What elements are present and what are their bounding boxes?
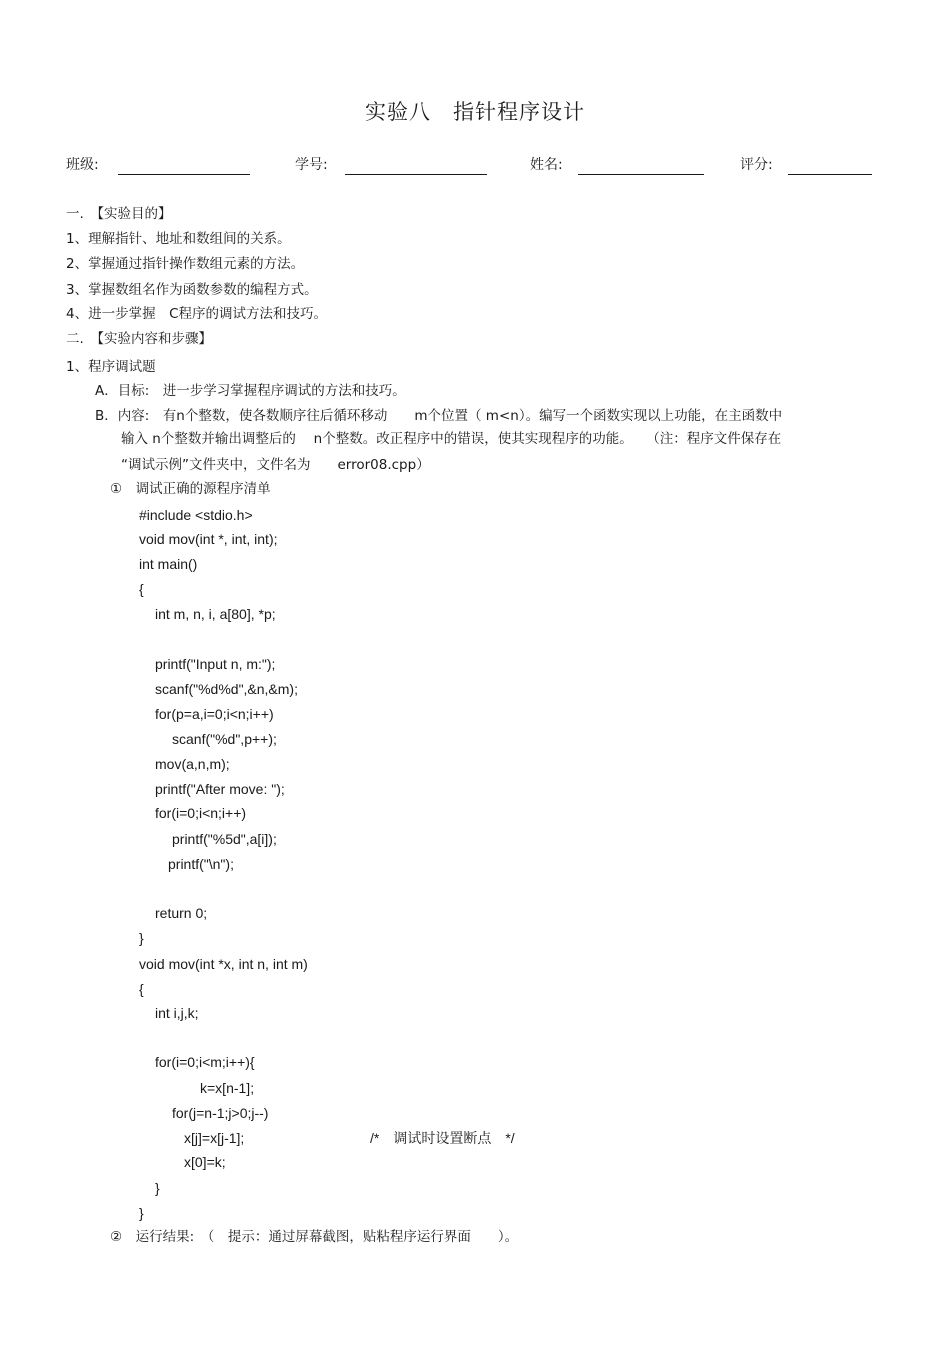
section-heading-objectives: 一. 【实验目的】 (66, 206, 172, 222)
score-blank (788, 174, 872, 175)
task-description-line: “调试示例”文件夹中，文件名为 error08.cpp） (121, 457, 430, 473)
code-line: } (139, 1205, 144, 1221)
step-source-listing: ① 调试正确的源程序清单 (110, 481, 271, 497)
code-line: x[0]=k; (184, 1154, 226, 1170)
code-line: printf("\n"); (168, 856, 234, 872)
code-line: k=x[n-1]; (200, 1080, 255, 1096)
step-run-result: ② 运行结果: （ 提示：通过屏幕截图，贴粘程序运行界面 ）。 (110, 1229, 519, 1245)
code-line: { (139, 981, 144, 997)
score-label: 评分: (740, 157, 773, 173)
code-line: } (155, 1180, 160, 1196)
code-line: mov(a,n,m); (155, 756, 230, 772)
code-line: for(i=0;i<n;i++) (155, 805, 247, 821)
code-line: int m, n, i, a[80], *p; (155, 606, 276, 622)
code-line: for(i=0;i<m;i++){ (155, 1054, 255, 1070)
objective-item: 2、掌握通过指针操作数组元素的方法。 (66, 256, 305, 272)
task-description-line: 输入 n个整数并输出调整后的 n个整数。改正程序中的错误，使其实现程序的功能。 （注：程序文件保存在 (121, 431, 782, 447)
code-line: printf("%5d",a[i]); (172, 831, 277, 847)
objective-item: 4、进一步掌握 C程序的调试方法和技巧。 (66, 306, 328, 322)
student-id-label: 学号: (295, 157, 328, 173)
code-line: int main() (139, 556, 198, 572)
code-line: void mov(int *, int, int); (139, 531, 278, 547)
page-title: 实验八 指针程序设计 (365, 100, 585, 124)
section-heading-content: 二. 【实验内容和步骤】 (66, 331, 213, 347)
code-line: scanf("%d",p++); (172, 731, 277, 747)
objective-item: 1、理解指针、地址和数组间的关系。 (66, 231, 291, 247)
code-line: for(j=n-1;j>0;j--) (172, 1105, 269, 1121)
code-line: return 0; (155, 905, 208, 921)
student-id-blank (345, 174, 487, 175)
code-line: } (139, 930, 144, 946)
code-line: { (139, 581, 144, 597)
name-blank (578, 174, 704, 175)
objective-item: 3、掌握数组名作为函数参数的编程方式。 (66, 282, 318, 298)
code-line: x[j]=x[j-1]; (184, 1130, 245, 1146)
code-line: int i,j,k; (155, 1005, 199, 1021)
code-line: scanf("%d%d",&n,&m); (155, 681, 298, 697)
code-line: for(p=a,i=0;i<n;i++) (155, 706, 274, 722)
code-comment: /* 调试时设置断点 */ (370, 1130, 515, 1146)
task-title: 1、程序调试题 (66, 359, 156, 375)
class-blank (118, 174, 250, 175)
task-description-line: B．内容: 有n个整数，使各数顺序往后循环移动 m个位置（ m<n）。编写一个函数实现以上功能，在主函数中 (95, 408, 783, 424)
code-line: void mov(int *x, int n, int m) (139, 956, 308, 972)
code-line: #include <stdio.h> (139, 507, 253, 523)
code-line: printf("After move: "); (155, 781, 285, 797)
class-label: 班级: (66, 157, 99, 173)
code-line: printf("Input n, m:"); (155, 656, 276, 672)
name-label: 姓名: (530, 157, 563, 173)
task-goal: A．目标: 进一步学习掌握程序调试的方法和技巧。 (95, 383, 406, 399)
